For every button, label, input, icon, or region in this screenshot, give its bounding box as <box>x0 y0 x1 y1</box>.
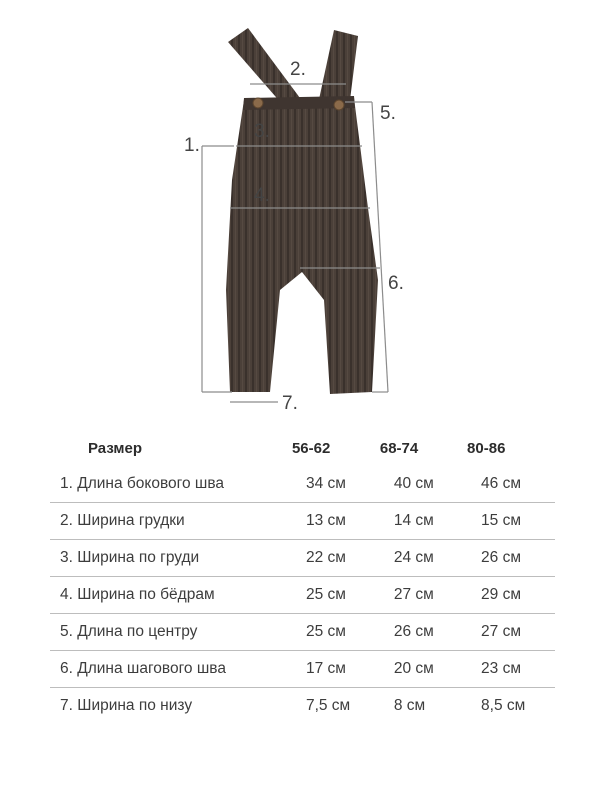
row-label: 1. Длина бокового шва <box>50 466 292 503</box>
marker-5: 5. <box>380 103 396 124</box>
row-value: 40 см <box>380 466 467 503</box>
row-value: 14 см <box>380 503 467 540</box>
row-value: 27 см <box>467 614 555 651</box>
table-row <box>50 466 555 503</box>
row-value: 22 см <box>292 540 380 577</box>
overalls-body <box>226 98 378 394</box>
marker-1: 1. <box>184 135 200 156</box>
row-value: 15 см <box>467 503 555 540</box>
row-value: 34 см <box>292 466 380 503</box>
row-label: 6. Длина шагового шва <box>50 651 292 688</box>
table-row <box>50 614 555 651</box>
row-value: 46 см <box>467 466 555 503</box>
marker-2: 2. <box>290 59 306 80</box>
row-value: 13 см <box>292 503 380 540</box>
size-table-header <box>50 430 555 466</box>
marker-6: 6. <box>388 273 404 294</box>
row-value: 29 см <box>467 577 555 614</box>
row-value: 20 см <box>380 651 467 688</box>
table-row <box>50 577 555 614</box>
row-value: 27 см <box>380 577 467 614</box>
row-value: 26 см <box>380 614 467 651</box>
row-value: 23 см <box>467 651 555 688</box>
row-value: 26 см <box>467 540 555 577</box>
row-label: 7. Ширина по низу <box>60 697 193 714</box>
marker-3: 3. <box>254 121 270 142</box>
measure-line-5 <box>372 102 388 392</box>
row-label: 4. Ширина по бёдрам <box>50 577 292 614</box>
table-row <box>50 503 555 540</box>
row-value: 24 см <box>380 540 467 577</box>
header-68-74: 68-74 <box>379 439 419 457</box>
row-value: 25 см <box>292 614 380 651</box>
size-table <box>50 430 555 724</box>
table-row <box>50 688 555 725</box>
header-size: Размер <box>88 439 143 457</box>
row-label: 5. Длина по центру <box>50 614 292 651</box>
row-value: 17 см <box>292 651 380 688</box>
marker-7: 7. <box>282 393 298 414</box>
table-row <box>50 651 555 688</box>
header-80-86: 80-86 <box>467 439 506 457</box>
right-button <box>334 100 344 110</box>
right-strap <box>318 30 358 104</box>
marker-4: 4. <box>254 185 270 206</box>
table-row <box>50 540 555 577</box>
row-value: 8 см <box>393 697 426 714</box>
row-value: 8,5 см <box>481 697 526 714</box>
header-56-62: 56-62 <box>291 439 331 457</box>
left-button <box>253 98 263 108</box>
row-value: 25 см <box>292 577 380 614</box>
row-value: 7,5 см <box>305 697 351 714</box>
row-label: 2. Ширина грудки <box>50 503 292 540</box>
row-label: 3. Ширина по груди <box>50 540 292 577</box>
